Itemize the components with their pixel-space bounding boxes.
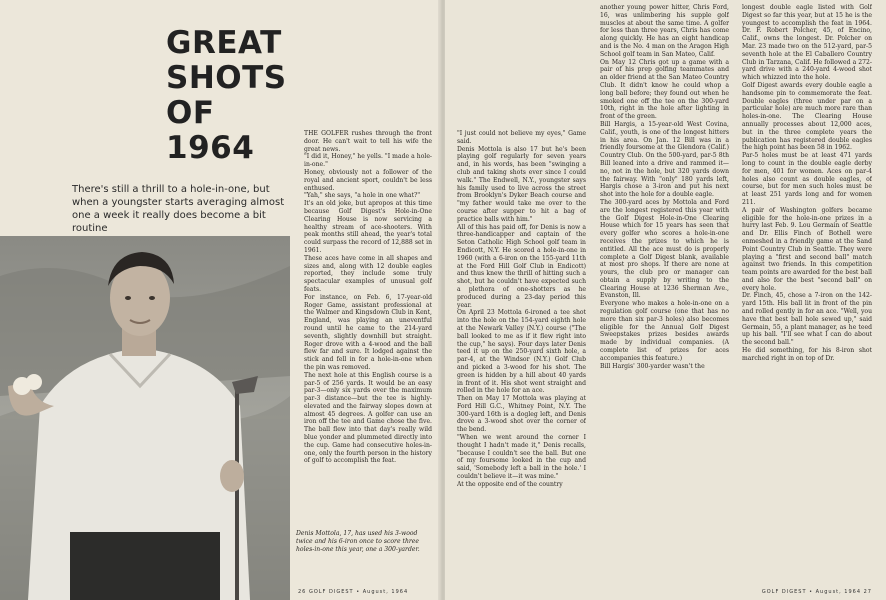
paragraph: A pair of Washington golfers became eligible for the hole-in-one prizes in a hurry last Feb. 9. Lou Germain of Seattle and Dr. Ellis Finch of Bothell were enmeshed in a friendly game at the Sand Point Country Club in Seattle. They were playing a "first and second ball" match against two friends. In this competition team points are awarded for the best ball and also for the best "second ball" on every hole.: [742, 206, 872, 292]
article-column-2: [457, 130, 586, 592]
article-column-1: [304, 130, 432, 560]
paragraph: For instance, on Feb. 6, 17-year-old Roger Game, assistant professional at the Walmer and Kingsdown Club in Kent, England, was playing an uneventful round until he came to the 214-yard seventh, slightly downhill but straight. Roger drove with a 4-wood and the ball flew far and sure. It lodged against the stick and fell in for a hole-in-one when the pin was removed.: [304, 293, 432, 371]
paragraph: It's an old joke, but apropos at this time because Golf Digest's Hole-in-One Clearing House is now servicing a healthy stream of ace-shooters. With peak months still ahead, the year's total could surpass the record of 12,888 set in 1961.: [304, 200, 432, 254]
paragraph: On April 23 Mottola 6-ironed a tee shot into the hole on the 154-yard eighth hole at the Newark Valley (N.Y.) course ("The ball looked to me as if it flew right into the cup," he says). Four days later Denis teed it up on the 250-yard sixth hole, a par-4, at the Windsor (N.Y.) Golf Club and picked a 3-wood for his shot. The green is hidden by a hill about 40 yards in front of it. His shot went straight and rolled in the hole for an ace.: [457, 309, 586, 395]
right-page: [445, 0, 886, 600]
right-page-footer: GOLF DIGEST • August, 1964 27: [761, 589, 872, 595]
article-column-3: [600, 4, 729, 592]
paragraph: longest double eagle listed with Golf Digest so far this year, but at 15 he is the youngest to accomplish the feat in 1964. Dr. F. Robert Polcher, 45, of Encino, Calif., owns the longest. Dr. Polcher on Mar. 23 made two on the 512-yard, par-5 seventh hole at the El Caballero Country Club in Tarzana, Calif. He followed a 272-yard drive with a 240-yard 4-wood shot which whizzed into the hole.: [742, 4, 872, 82]
subtitle: There's still a thrill to a hole-in-one, but when a youngster starts averaging almost one a week it really does become a bit routine: [72, 184, 285, 234]
paragraph: "I just could not believe my eyes," Game said.: [457, 130, 586, 145]
paragraph: Denis Mottola is also 17 but he's been playing golf regularly for seven years and, in his words, has been "swinging a club and taking shots ever since I could walk." The Endwell, N.Y., youngster says his family used to live across the street from Brooklyn's Dyker Beach course and "my father would take me over to the course after supper to hit a bag of practice balls with him.": [457, 145, 586, 223]
left-page-footer: 26 GOLF DIGEST • August, 1964: [298, 589, 409, 595]
paragraph: Golf Digest awards every double eagle a handsome pin to commemorate the feat. Double eagles (three under par on a particular hole) are much more rare than holes-in-one. The Clearing House annually processes about 12,000 aces, but in the three complete years the publication has registered double eagles the high point has been 58 in 1962.: [742, 81, 872, 152]
paragraph: THE GOLFER rushes through the front door. He can't wait to tell his wife the great news.: [304, 130, 432, 153]
paragraph: "When we went around the corner I thought I hadn't made it," Denis recalls, "because I couldn't see the ball. But one of my foursome looked in the cup and said, 'Somebody left a ball in the hole.' I couldn't believe it—it was mine.": [457, 434, 586, 481]
paragraph: At the opposite end of the country: [457, 480, 563, 488]
paragraph: Honey, obviously not a follower of the royal and ancient sport, couldn't be less enthused.: [304, 168, 432, 192]
photo-caption: Denis Mottola, 17, has used his 3-wood twice and his 6-iron once to score three holes-in-one this year, one a 300-yarder.: [296, 530, 420, 553]
headline-line-3: OF: [166, 95, 215, 131]
paragraph: All of this has paid off, for Denis is now a three-handicapper and captain of the Seton Catholic High School golf team in Endicott, N.Y. He scored a hole-in-one in 1960 (with a 6-iron on the 155-yard 11th at the Ford Hill Golf Club in Endicott) and thus knew the thrill of hitting such a shot, but he couldn't have expected such a plethora of one-shotters as he produced during a 23-day period this year.: [457, 223, 586, 309]
paragraph: "I did it, Honey," he yells. "I made a hole-in-one.": [304, 153, 432, 169]
paragraph: The next hole at this English course is a par-5 of 256 yards. It would be an easy par-3—only six yards over the maximum par-3 distance—but the tee is highly-elevated and the fairway slopes down at almost 45 degrees. A golfer can use an iron off the tee and Game chose the five. The ball flew into that day's really wild blue yonder and plummeted directly into the cup. Game had consecutive holes-in-one, only the fourth person in the history of golf to accomplish the feat.: [304, 371, 432, 465]
left-page: [0, 0, 441, 600]
article-column-4: [742, 4, 872, 579]
paragraph: Par-5 holes must be at least 471 yards long to count in the double eagle derby for men, 401 for women. Aces on par-4 holes also count as double eagles, of course, but for men such holes must be at least 251 yards long and for women 211.: [742, 152, 872, 206]
headline: [166, 26, 287, 166]
paragraph: Bill Hargis, a 15-year-old West Covina, Calif., youth, is one of the longest hitters in his area. On Jan. 12 Bill was in a friendly foursome at the Glendora (Calif.) Country Club. On the 500-yard, par-5 8th Bill leaned into a drive and rammed it—no, not in the hole, but 320 yards down the fairway. With "only" 180 yards left, Hargis chose a 3-iron and put his next shot into the hole for a double eagle.: [600, 120, 729, 199]
paragraph: The 300-yard aces by Mottola and Ford are the longest registered this year with the Golf Digest Hole-in-One Clearing House which for 15 years has seen that every golfer who scores a hole-in-one receives the prizes to which he is entitled. All the ace must do is properly complete a Golf Digest blank, available at most pro shops. If there are none at yours, the club pro or manager can obtain a supply by writing to the Clearing House at 1236 Sherman Ave., Evanston, Ill.: [600, 198, 729, 300]
golfer-photo: [0, 236, 290, 600]
paragraph: Bill Hargis' 300-yarder wasn't the: [600, 362, 705, 370]
paragraph: On May 12 Chris got up a game with a pair of his prep golfing teammates and an older friend at the San Mateo Country Club. It didn't know he could whop a long ball before; they found out when he smoked one off the tee on the 300-yard 10th, right in the hole after lighting in front of the green.: [600, 58, 729, 121]
paragraph: Then on May 17 Mottola was playing at Ford Hill G.C., Whitney Point, N.Y. The 300-yard 16th is a dogleg left, and Denis drove a 3-wood shot over the corner of the bend.: [457, 395, 586, 434]
paragraph: He did something, for his 8-iron shot marched right in on top of Dr.: [742, 347, 872, 362]
paragraph: "Yah," she says, "a hole in one what?": [304, 192, 421, 200]
headline-line-1: GREAT: [166, 25, 282, 61]
paragraph: another young power hitter, Chris Ford, 16, was unlimbering his supple golf muscles at about the same time. A golfer for less than three years, Chris has come along quickly. He has an eight handicap and is the No. 4 man on the Aragon High School golf team in San Mateo, Calif.: [600, 4, 729, 58]
paragraph: These aces have come in all shapes and sizes and, along with 12 double eagles reported, they include some truly spectacular examples of unusual golf feats.: [304, 254, 432, 293]
paragraph: Everyone who makes a hole-in-one on a regulation golf course (one that has no more than six par-3 holes) also becomes eligible for the Annual Golf Digest Sweepstakes prizes besides awards made by individual companies. (A complete list of prizes for aces accompanies this feature.): [600, 300, 729, 362]
headline-line-2: SHOTS: [166, 60, 287, 96]
headline-line-4: 1964: [166, 130, 255, 166]
paragraph: Dr. Finch, 45, chose a 7-iron on the 142-yard 15th. His ball lit in front of the pin and rolled gently in for an ace. "Well, you have that best ball hole sewed up," said Germain, 55, a plant manager, as he teed up his ball. "I'll see what I can do about the second ball.": [742, 292, 872, 347]
